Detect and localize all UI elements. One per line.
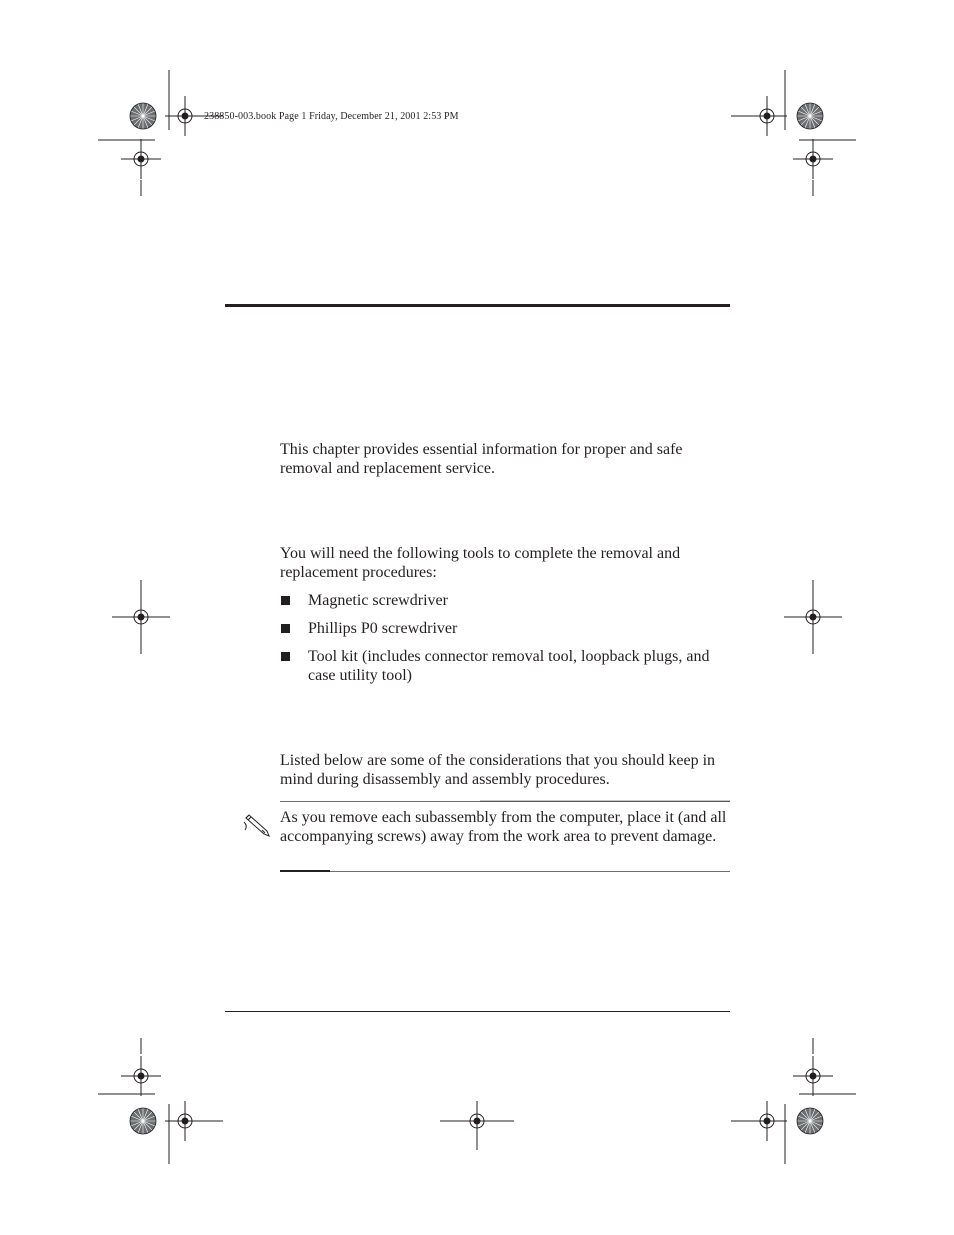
list-item <box>280 591 730 610</box>
book-header-slug: 238850-003.book Page 1 Friday, December 21, 2001 2:53 PM <box>204 111 459 122</box>
square-bullet-icon <box>281 652 290 661</box>
tools-list <box>280 591 730 694</box>
square-bullet-icon <box>281 596 290 605</box>
list-item-text: Magnetic screwdriver <box>308 592 448 609</box>
note-text: As you remove each subassembly from the computer, place it (and all accompanying screws) away from the work area to prevent damage. <box>280 809 727 845</box>
intro-paragraph: This chapter provides essential information for proper and safe removal and replacement service. <box>280 441 683 477</box>
tools-intro-paragraph: You will need the following tools to complete the removal and replacement procedures: <box>280 545 681 581</box>
square-bullet-icon <box>281 624 290 633</box>
considerations-paragraph: Listed below are some of the considerations that you should keep in mind during disassembly and assembly procedures. <box>280 752 716 788</box>
chapter-top-rule <box>225 304 730 307</box>
list-item-text: Phillips P0 screwdriver <box>308 620 458 637</box>
list-item <box>280 619 730 638</box>
note-bottom-rule <box>280 871 730 872</box>
footer-rule <box>225 1011 730 1012</box>
note-top-accent <box>480 800 730 802</box>
pencil-note-icon <box>242 812 274 838</box>
note-bottom-accent <box>280 870 330 872</box>
list-item <box>280 647 730 685</box>
list-item-text: Tool kit (includes connector removal tool, loopback plugs, and case utility tool) <box>308 648 710 684</box>
